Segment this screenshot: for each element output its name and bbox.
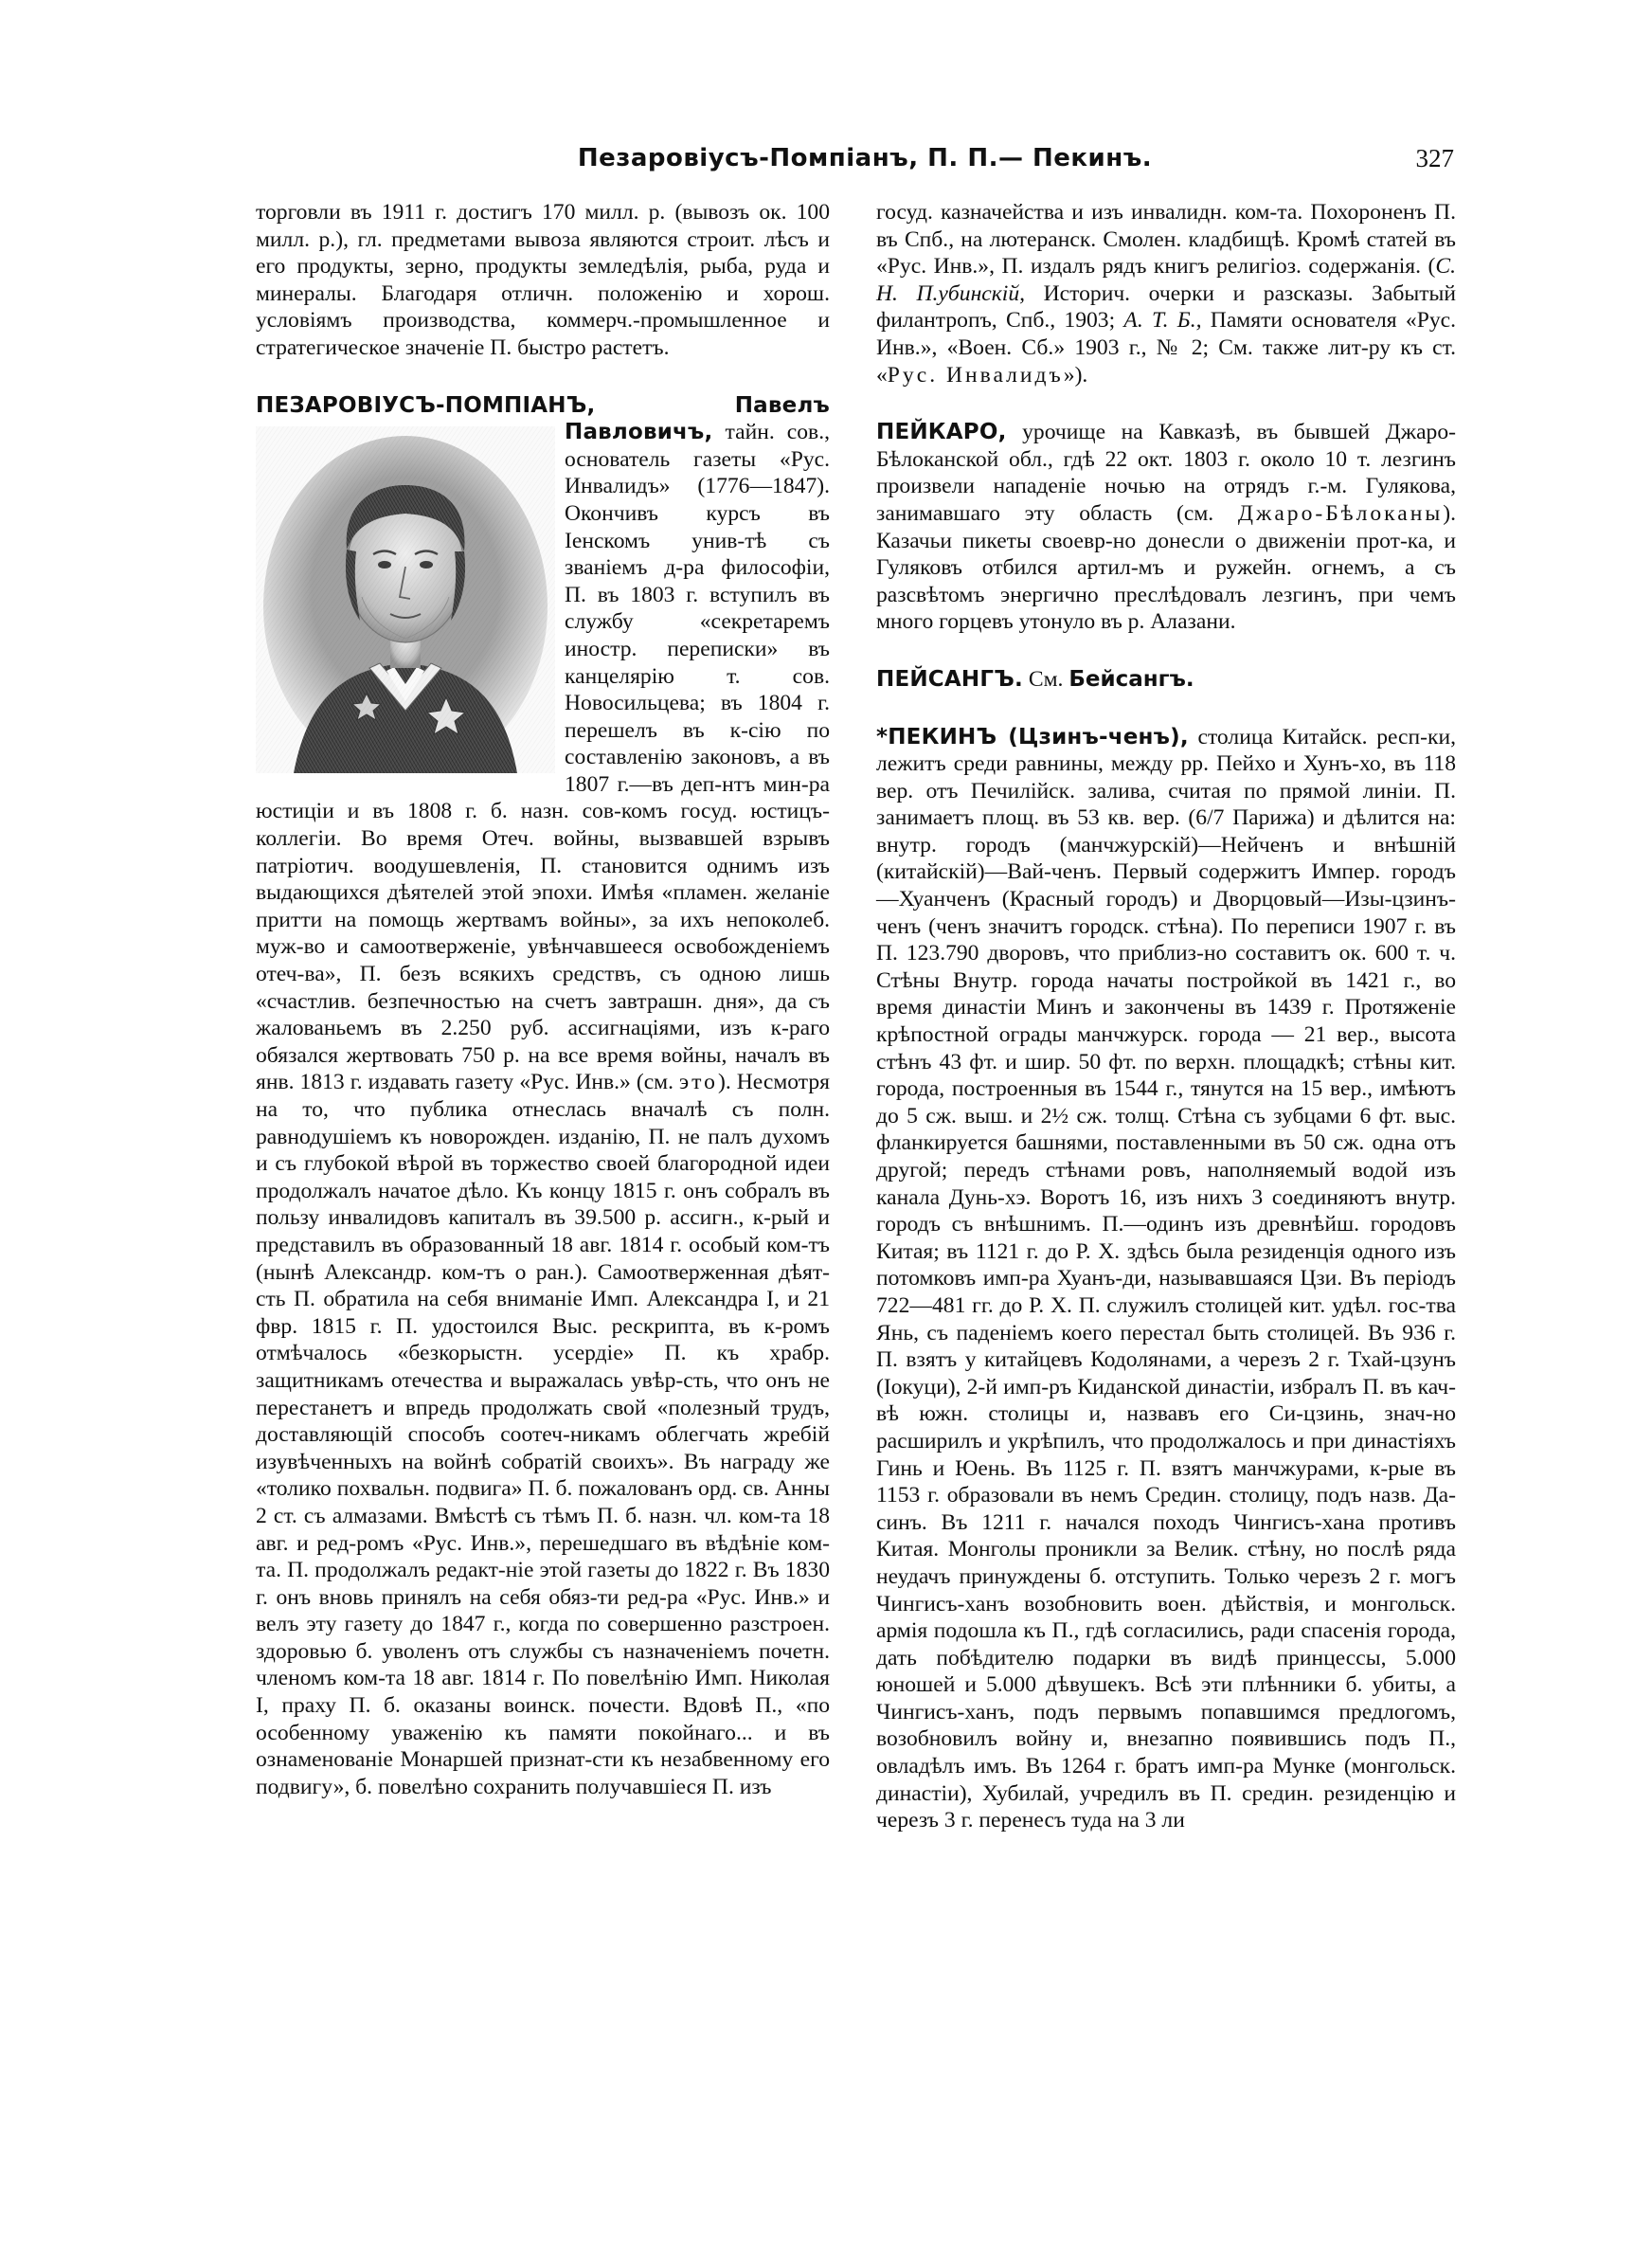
entry-text-part2: ). Несмотря на то, что публика отнеслась вначалѣ съ полн. равнодушiемъ къ новорожден. изданiю, П. не палъ духомъ и съ глубокой вѣрой въ торжество своей благородной идеи продолжалъ начатое дѣло. Къ концу 1815 г. онъ собралъ въ пользу инвалидовъ капиталъ въ 39.500 р. ассигн., к-рый и представилъ въ образованный 18 авг. 1814 г. особый ком-тъ (нынѣ Александр. ком-тъ о ран.). Самоотверженная дѣят-сть П. обратила на себя вниманiе Имп. Александра I, и 21 фвр. 1815 г. П. удостоился Выс. рескрипта, въ к-ромъ отмѣчалось «безкорыстн. усердiе» П. къ храбр. защитникамъ отечества и выражалась увѣр-сть, что онъ не перестанетъ и впредь продолжать свой «полезный трудъ, доставляющiй способъ соотеч-никамъ облегчать жребiй изувѣченныхъ на войнѣ собратiй своихъ». Въ награду же «толико похвальн. подвига» П. б. пожалованъ орд. св. Анны 2 ст. съ алмазами. Вмѣстѣ съ тѣмъ П. б. назн. чл. ком-та 18 авг. и ред-ромъ «Рус. Инв.», перешедшаго въ вѣдѣнiе ком-та. П. продолжалъ редакт-нiе этой газеты до 1822 г. Въ 1830 г. онъ вновь принялъ на себя обяз-ти ред-ра «Рус. Инв.» и велъ эту газету до 1847 г., когда по совершенно разстроен. здоровью б. уволенъ отъ службы съ назначенiемъ почетн. членомъ ком-та 18 авг. 1814 г. По повелѣнiю Имп. Николая I, праху П. б. оказаны воинск. почести. Вдовѣ П., «по особенному уваженiю къ памяти покойнаго... и въ ознаменованiе Монаршей признат-сти къ незабвенному его подвигу», б. повелѣно сохранить получавшiеся П. изъ [256,1070,830,1799]
cross-reference-dzharo[interactable]: Джаро-Бѣлоканы [1237,500,1444,526]
page-number: 327 [1415,144,1454,172]
entry-pekin [876,724,1456,1834]
author-citation-1: С. Н. П.убинскiй, [876,254,1456,306]
entry-peisang [876,666,1456,694]
left-column [256,199,830,1800]
continued-text-b: Историч. очерки и разсказы. Забытый филантропъ, Спб., 1903; [876,280,1456,334]
continued-text-a: госуд. казначейства и изъ инвалидн. ком-та. Похороненъ П. въ Спб., на лютеранск. Смолен. кладбищѣ. Кромѣ статей въ «Рус. Инв.», П. издалъ рядъ книгъ религiоз. содержанiя. ( [876,200,1456,280]
entry-headword: ПЕЗАРОВIУСЪ-ПОМПIАНЪ, [256,392,596,418]
see-label: См. [1028,666,1064,692]
continued-text-d: »). [1063,362,1088,388]
entry-given-name: Павелъ Павловичъ, [565,392,830,445]
entry-text-peikaro-a: урочище на Кавказѣ, въ бывшей Джаро-Бѣлоканской обл., гдѣ 22 окт. 1803 г. около 10 т. лезгинъ произвели нападенiе ночью на отрядъ г.-м. Гулякова, занимавшаго эту область (см. [876,420,1456,526]
cross-reference-beisang[interactable]: Бейсангъ. [1068,666,1194,692]
author-citation-2: А. Т. Б., [1123,308,1202,334]
cross-reference-eto[interactable]: это [679,1070,718,1095]
entry-headword-pekin: *ПЕКИНЪ (Цзинъ-ченъ), [876,724,1189,749]
entry-text-part1: тайн. сов., основатель газеты «Рус. Инвалидъ» (1776—1847). Окончивъ курсъ въ Iенскомъ унив-тѣ съ званiемъ д-ра философiи, П. въ 1803 г. вступилъ въ службу «секретаремъ иностр. переписки» въ канцелярiю т. сов. Новосильцева; въ 1804 г. перешелъ въ к-сiю по составленiю законовъ, а въ 1807 г.—въ деп-нтъ мин-ра юстицiи и въ 1808 г. б. назн. сов-комъ госуд. юстицъ-коллегiи. Во время Отеч. войны, вызвавшей взрывъ патрiотич. воодушевленiя, П. становится однимъ изъ выдающихся дѣятелей этой эпохи. Имѣя «пламен. желанiе притти на помощь жертвамъ войны», за ихъ непоколеб. муж-во и самоотверженiе, увѣнчавшееся освобожденiемъ отеч-ва», П. безъ всякихъ средствъ, съ одною лишь «счастлив. безпечностью на счетъ завтрашн. дня», да съ жалованьемъ въ 2.250 руб. ассигнацiями, изъ к-раго обязался жертвовать 750 р. на все время войны, началъ въ янв. 1813 г. издавать газету «Рус. Инв.» (см. [256,420,830,1095]
entry-headword-peisang: ПЕЙСАНГЪ. [876,666,1023,692]
entry-pezarovius [256,392,830,1801]
right-column [876,199,1456,1834]
continued-entry [876,199,1456,388]
continued-paragraph: торговли въ 1911 г. достигъ 170 милл. р. (вывозъ ок. 100 милл. р.), гл. предметами вывоза являются строит. лѣсъ и его продукты, зерно, продукты земледѣлiя, рыба, руда и минералы. Благодаря отличн. положенiю и хорош. условiямъ производства, коммерч.-промышленное и стратегическое значенiе П. быстро растетъ. [256,200,830,360]
running-title: Пезаровiусъ-Помпiанъ, П. П.— Пекинъ. [577,144,1153,172]
cross-reference-rus-invalid[interactable]: Рус. Инвалидъ [887,362,1064,388]
portrait-engraving [256,426,555,773]
entry-peikaro [876,419,1456,636]
entry-headword-peikaro: ПЕЙКАРО, [876,420,1007,445]
continued-text-c: Памяти основателя «Рус. Инв.», «Воен. Сб.» 1903 г., № 2; См. также лит-ру къ ст. « [876,308,1457,388]
entry-text-peikaro-b: ). Казачьи пикеты своевр-но донесли о движенiи прот-ка, и Гуляковъ отбился артил-мъ и ружейн. огнемъ, а съ разсвѣтомъ энергично преслѣдовалъ лезгинъ, при чемъ много горцевъ утонуло въ р. Алазани. [876,500,1456,635]
entry-text-pekin: столица Китайск. респ-ки, лежитъ среди равнины, между рр. Пейхо и Хунъ-хо, въ 118 вер. отъ Печилiйск. залива, считая по прямой линiи. П. занимаетъ площ. въ 53 кв. вер. (6/7 Парижа) и дѣлится на: внутр. городъ (манчжурскiй)—Нейченъ и внѣшнiй (китайскiй)—Вай-ченъ. Первый содержитъ Импер. городъ—Хуанченъ (Красный городъ) и Дворцовый—Изы-цзинъ-ченъ (ченъ значитъ городск. стѣна). По переписи 1907 г. въ П. 123.790 дворовъ, что приблиз-но составитъ ок. 600 т. ч. Стѣны Внутр. города начаты постройкой въ 1421 г., во время династiи Минъ и закончены въ 1439 г. Протяженiе крѣпостной ограды манчжурск. города — 21 вер., высота стѣнъ 43 фт. и шир. 50 фт. по верхн. площадкѣ; стѣны кит. города, построенныя въ 1544 г., тянутся на 15 вер., имѣютъ до 5 сж. выш. и 2½ сж. толщ. Стѣна съ зубцами 6 фт. выс. фланкируется башнями, поставленными въ 50 сж. одна отъ другой; передъ стѣнами ровъ, наполняемый водой изъ канала Дунь-хэ. Воротъ 16, изъ нихъ 3 соединяютъ внутр. городъ съ внѣшнимъ. П.—одинъ изъ древнѣйш. городовъ Китая; въ 1121 г. до Р. Х. здѣсь была резиденцiя одного изъ потомковъ имп-ра Хуанъ-ди, называвшаяся Цзи. Въ перiодъ 722—481 гг. до Р. Х. П. служилъ столицей кит. удѣл. гос-тва Янь, съ паденiемъ коего перестал быть столицей. Въ 936 г. П. взятъ у китайцевъ Кодолянами, а черезъ 2 г. Тхай-цзунъ (Iокуци), 2-й имп-ръ Киданской династiи, избралъ П. въ кач-вѣ южн. столицы и, назвавъ его Си-цзинь, знач-но расширилъ и укрѣпилъ, что продолжалось и при династiяхъ Гинь и Юень. Въ 1125 г. П. взятъ манчжурами, к-рые въ 1153 г. образовали въ немъ Средин. столицу, подъ назв. Да-синъ. Въ 1211 г. начался походъ Чингисъ-хана противъ Китая. Монголы проникли за Велик. стѣну, но послѣ ряда неудачъ принуждены б. отступить. Только черезъ 2 г. могъ Чингисъ-ханъ возобновить воен. дѣйствiя, и монгольск. армiя подошла къ П., гдѣ согласились, ради спасенiя города, дать побѣдителю подарки въ видѣ принцессы, 5.000 юношей и 5.000 дѣвушекъ. Всѣ эти плѣнники б. убиты, а Чингисъ-ханъ, подъ первымъ попавшимся предлогомъ, возобновилъ войну и, внезапно появившись подъ П., овладѣлъ имъ. Въ 1264 г. братъ имп-ра Мунке (монгольск. династiи), Хубилай, учредилъ въ П. средин. резиденцiю и черезъ 3 г. перенесъ туда на 3 ли [876,724,1456,1833]
